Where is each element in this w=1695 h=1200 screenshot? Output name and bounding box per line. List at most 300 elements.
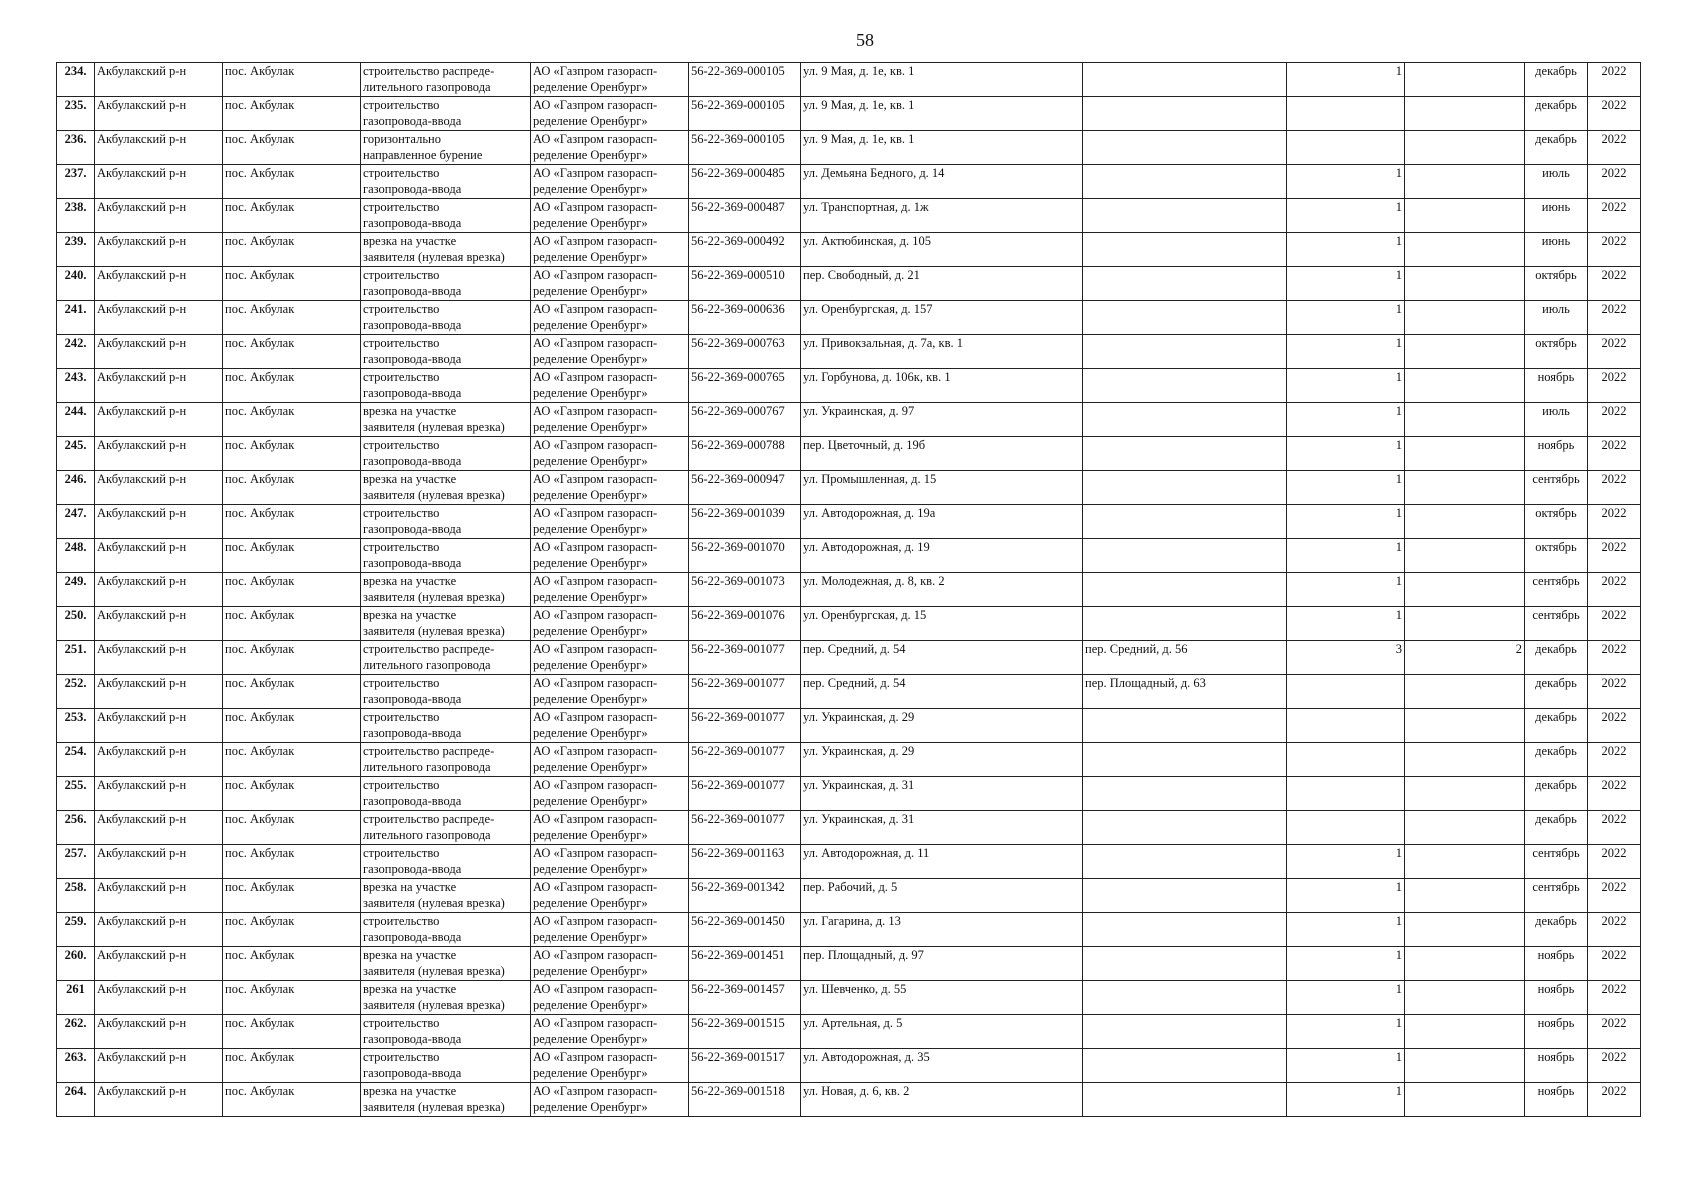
- organization-line: ределение Оренбург»: [533, 80, 648, 94]
- address-cell: пер. Цветочный, д. 19б: [801, 437, 1083, 471]
- year-cell: 2022: [1588, 1015, 1641, 1049]
- row-number: 241.: [57, 301, 95, 335]
- additional-address-cell: [1083, 301, 1287, 335]
- extra-count-cell: [1405, 777, 1525, 811]
- year-cell: 2022: [1588, 845, 1641, 879]
- organization-line: АО «Газпром газорасп-: [533, 234, 658, 248]
- table-body: [57, 63, 1641, 1117]
- organization-cell: [531, 403, 689, 437]
- district-cell: Акбулакский р-н: [95, 165, 223, 199]
- address-cell: ул. Автодорожная, д. 11: [801, 845, 1083, 879]
- address-cell: ул. Актюбинская, д. 105: [801, 233, 1083, 267]
- month-cell: декабрь: [1525, 675, 1588, 709]
- work-type-cell: [361, 1049, 531, 1083]
- row-number: 258.: [57, 879, 95, 913]
- organization-line: ределение Оренбург»: [533, 964, 648, 978]
- locality-cell: пос. Акбулак: [223, 709, 361, 743]
- object-code-cell: 56-22-369-001077: [689, 675, 801, 709]
- additional-address-cell: [1083, 573, 1287, 607]
- table-row: [57, 913, 1641, 947]
- locality-cell: пос. Акбулак: [223, 335, 361, 369]
- count-cell: 1: [1287, 403, 1405, 437]
- work-type-line: заявителя (нулевая врезка): [363, 488, 505, 502]
- organization-line: ределение Оренбург»: [533, 726, 648, 740]
- organization-cell: [531, 301, 689, 335]
- locality-cell: пос. Акбулак: [223, 811, 361, 845]
- extra-count-cell: [1405, 199, 1525, 233]
- district-cell: Акбулакский р-н: [95, 573, 223, 607]
- address-cell: ул. Оренбургская, д. 15: [801, 607, 1083, 641]
- works-table: [56, 62, 1641, 1117]
- district-cell: Акбулакский р-н: [95, 63, 223, 97]
- additional-address-cell: [1083, 811, 1287, 845]
- row-number: 243.: [57, 369, 95, 403]
- extra-count-cell: [1405, 335, 1525, 369]
- district-cell: Акбулакский р-н: [95, 1015, 223, 1049]
- work-type-line: направленное бурение: [363, 148, 483, 162]
- year-cell: 2022: [1588, 607, 1641, 641]
- additional-address-cell: [1083, 437, 1287, 471]
- district-cell: Акбулакский р-н: [95, 505, 223, 539]
- locality-cell: пос. Акбулак: [223, 301, 361, 335]
- table-row: [57, 301, 1641, 335]
- row-number: 252.: [57, 675, 95, 709]
- row-number: 261: [57, 981, 95, 1015]
- additional-address-cell: [1083, 63, 1287, 97]
- row-number: 244.: [57, 403, 95, 437]
- organization-line: АО «Газпром газорасп-: [533, 506, 658, 520]
- count-cell: 1: [1287, 879, 1405, 913]
- object-code-cell: 56-22-369-000487: [689, 199, 801, 233]
- locality-cell: пос. Акбулак: [223, 913, 361, 947]
- work-type-line: газопровода-ввода: [363, 182, 462, 196]
- organization-line: АО «Газпром газорасп-: [533, 540, 658, 554]
- work-type-line: газопровода-ввода: [363, 318, 462, 332]
- year-cell: 2022: [1588, 675, 1641, 709]
- organization-cell: [531, 165, 689, 199]
- locality-cell: пос. Акбулак: [223, 131, 361, 165]
- address-cell: ул. Молодежная, д. 8, кв. 2: [801, 573, 1083, 607]
- count-cell: 1: [1287, 947, 1405, 981]
- organization-line: ределение Оренбург»: [533, 182, 648, 196]
- organization-cell: [531, 709, 689, 743]
- district-cell: Акбулакский р-н: [95, 539, 223, 573]
- organization-line: АО «Газпром газорасп-: [533, 676, 658, 690]
- extra-count-cell: [1405, 743, 1525, 777]
- organization-line: ределение Оренбург»: [533, 862, 648, 876]
- organization-cell: [531, 97, 689, 131]
- organization-line: ределение Оренбург»: [533, 318, 648, 332]
- work-type-line: лительного газопровода: [363, 760, 491, 774]
- address-cell: ул. 9 Мая, д. 1е, кв. 1: [801, 97, 1083, 131]
- table-row: [57, 403, 1641, 437]
- year-cell: 2022: [1588, 403, 1641, 437]
- year-cell: 2022: [1588, 97, 1641, 131]
- month-cell: июнь: [1525, 199, 1588, 233]
- district-cell: Акбулакский р-н: [95, 845, 223, 879]
- additional-address-cell: пер. Площадный, д. 63: [1083, 675, 1287, 709]
- additional-address-cell: [1083, 471, 1287, 505]
- work-type-cell: [361, 811, 531, 845]
- count-cell: 1: [1287, 301, 1405, 335]
- object-code-cell: 56-22-369-000636: [689, 301, 801, 335]
- month-cell: ноябрь: [1525, 1015, 1588, 1049]
- locality-cell: пос. Акбулак: [223, 369, 361, 403]
- district-cell: Акбулакский р-н: [95, 233, 223, 267]
- work-type-line: строительство распреде-: [363, 642, 495, 656]
- work-type-cell: [361, 981, 531, 1015]
- organization-line: АО «Газпром газорасп-: [533, 370, 658, 384]
- count-cell: [1287, 709, 1405, 743]
- work-type-line: газопровода-ввода: [363, 114, 462, 128]
- work-type-cell: [361, 63, 531, 97]
- work-type-line: заявителя (нулевая врезка): [363, 420, 505, 434]
- year-cell: 2022: [1588, 437, 1641, 471]
- year-cell: 2022: [1588, 199, 1641, 233]
- additional-address-cell: [1083, 233, 1287, 267]
- month-cell: октябрь: [1525, 267, 1588, 301]
- count-cell: 3: [1287, 641, 1405, 675]
- table-row: [57, 573, 1641, 607]
- locality-cell: пос. Акбулак: [223, 981, 361, 1015]
- page-number: 58: [856, 30, 874, 50]
- locality-cell: пос. Акбулак: [223, 641, 361, 675]
- row-number: 260.: [57, 947, 95, 981]
- count-cell: 1: [1287, 369, 1405, 403]
- count-cell: [1287, 777, 1405, 811]
- work-type-line: газопровода-ввода: [363, 1066, 462, 1080]
- row-number: 262.: [57, 1015, 95, 1049]
- object-code-cell: 56-22-369-000485: [689, 165, 801, 199]
- district-cell: Акбулакский р-н: [95, 879, 223, 913]
- work-type-cell: [361, 301, 531, 335]
- row-number: 264.: [57, 1083, 95, 1117]
- district-cell: Акбулакский р-н: [95, 369, 223, 403]
- count-cell: [1287, 811, 1405, 845]
- extra-count-cell: [1405, 981, 1525, 1015]
- organization-line: ределение Оренбург»: [533, 760, 648, 774]
- address-cell: пер. Средний, д. 54: [801, 675, 1083, 709]
- row-number: 259.: [57, 913, 95, 947]
- work-type-line: газопровода-ввода: [363, 726, 462, 740]
- organization-cell: [531, 573, 689, 607]
- work-type-line: врезка на участке: [363, 948, 457, 962]
- work-type-line: врезка на участке: [363, 1084, 457, 1098]
- district-cell: Акбулакский р-н: [95, 301, 223, 335]
- locality-cell: пос. Акбулак: [223, 1083, 361, 1117]
- extra-count-cell: [1405, 1083, 1525, 1117]
- object-code-cell: 56-22-369-000105: [689, 97, 801, 131]
- extra-count-cell: [1405, 709, 1525, 743]
- extra-count-cell: [1405, 879, 1525, 913]
- organization-line: АО «Газпром газорасп-: [533, 98, 658, 112]
- work-type-line: строительство: [363, 710, 440, 724]
- organization-line: АО «Газпром газорасп-: [533, 880, 658, 894]
- object-code-cell: 56-22-369-000510: [689, 267, 801, 301]
- table-row: [57, 97, 1641, 131]
- additional-address-cell: [1083, 505, 1287, 539]
- count-cell: 1: [1287, 505, 1405, 539]
- table-row: [57, 233, 1641, 267]
- count-cell: 1: [1287, 63, 1405, 97]
- extra-count-cell: 2: [1405, 641, 1525, 675]
- additional-address-cell: [1083, 131, 1287, 165]
- object-code-cell: 56-22-369-000788: [689, 437, 801, 471]
- object-code-cell: 56-22-369-001342: [689, 879, 801, 913]
- district-cell: Акбулакский р-н: [95, 641, 223, 675]
- month-cell: ноябрь: [1525, 437, 1588, 471]
- work-type-cell: [361, 845, 531, 879]
- work-type-cell: [361, 199, 531, 233]
- district-cell: Акбулакский р-н: [95, 267, 223, 301]
- month-cell: сентябрь: [1525, 573, 1588, 607]
- count-cell: [1287, 743, 1405, 777]
- locality-cell: пос. Акбулак: [223, 233, 361, 267]
- locality-cell: пос. Акбулак: [223, 777, 361, 811]
- object-code-cell: 56-22-369-001451: [689, 947, 801, 981]
- locality-cell: пос. Акбулак: [223, 63, 361, 97]
- extra-count-cell: [1405, 165, 1525, 199]
- locality-cell: пос. Акбулак: [223, 437, 361, 471]
- organization-line: ределение Оренбург»: [533, 488, 648, 502]
- work-type-line: горизонтально: [363, 132, 441, 146]
- organization-line: АО «Газпром газорасп-: [533, 268, 658, 282]
- extra-count-cell: [1405, 505, 1525, 539]
- month-cell: ноябрь: [1525, 1049, 1588, 1083]
- work-type-line: газопровода-ввода: [363, 352, 462, 366]
- extra-count-cell: [1405, 267, 1525, 301]
- district-cell: Акбулакский р-н: [95, 947, 223, 981]
- work-type-line: строительство: [363, 778, 440, 792]
- work-type-line: строительство: [363, 166, 440, 180]
- address-cell: ул. Привокзальная, д. 7а, кв. 1: [801, 335, 1083, 369]
- work-type-line: строительство: [363, 336, 440, 350]
- organization-line: ределение Оренбург»: [533, 828, 648, 842]
- district-cell: Акбулакский р-н: [95, 607, 223, 641]
- count-cell: 1: [1287, 267, 1405, 301]
- address-cell: ул. Артельная, д. 5: [801, 1015, 1083, 1049]
- organization-cell: [531, 913, 689, 947]
- work-type-line: врезка на участке: [363, 574, 457, 588]
- object-code-cell: 56-22-369-000105: [689, 131, 801, 165]
- locality-cell: пос. Акбулак: [223, 539, 361, 573]
- work-type-line: газопровода-ввода: [363, 284, 462, 298]
- organization-cell: [531, 233, 689, 267]
- organization-line: АО «Газпром газорасп-: [533, 982, 658, 996]
- work-type-line: строительство распреде-: [363, 744, 495, 758]
- month-cell: декабрь: [1525, 709, 1588, 743]
- organization-line: ределение Оренбург»: [533, 590, 648, 604]
- locality-cell: пос. Акбулак: [223, 403, 361, 437]
- object-code-cell: 56-22-369-000492: [689, 233, 801, 267]
- address-cell: ул. Демьяна Бедного, д. 14: [801, 165, 1083, 199]
- organization-cell: [531, 1083, 689, 1117]
- month-cell: декабрь: [1525, 777, 1588, 811]
- work-type-cell: [361, 131, 531, 165]
- additional-address-cell: [1083, 369, 1287, 403]
- organization-line: ределение Оренбург»: [533, 454, 648, 468]
- object-code-cell: 56-22-369-000765: [689, 369, 801, 403]
- count-cell: [1287, 97, 1405, 131]
- table-row: [57, 607, 1641, 641]
- work-type-line: газопровода-ввода: [363, 556, 462, 570]
- organization-line: ределение Оренбург»: [533, 148, 648, 162]
- table-row: [57, 335, 1641, 369]
- table-row: [57, 267, 1641, 301]
- work-type-line: строительство: [363, 200, 440, 214]
- organization-cell: [531, 471, 689, 505]
- year-cell: 2022: [1588, 573, 1641, 607]
- address-cell: пер. Рабочий, д. 5: [801, 879, 1083, 913]
- organization-line: АО «Газпром газорасп-: [533, 64, 658, 78]
- row-number: 239.: [57, 233, 95, 267]
- object-code-cell: 56-22-369-000767: [689, 403, 801, 437]
- row-number: 235.: [57, 97, 95, 131]
- organization-line: ределение Оренбург»: [533, 420, 648, 434]
- object-code-cell: 56-22-369-001163: [689, 845, 801, 879]
- work-type-cell: [361, 913, 531, 947]
- organization-line: АО «Газпром газорасп-: [533, 1050, 658, 1064]
- count-cell: 1: [1287, 539, 1405, 573]
- organization-line: ределение Оренбург»: [533, 624, 648, 638]
- locality-cell: пос. Акбулак: [223, 879, 361, 913]
- work-type-line: строительство распреде-: [363, 64, 495, 78]
- district-cell: Акбулакский р-н: [95, 335, 223, 369]
- district-cell: Акбулакский р-н: [95, 913, 223, 947]
- address-cell: ул. Новая, д. 6, кв. 2: [801, 1083, 1083, 1117]
- count-cell: 1: [1287, 233, 1405, 267]
- work-type-cell: [361, 641, 531, 675]
- locality-cell: пос. Акбулак: [223, 505, 361, 539]
- locality-cell: пос. Акбулак: [223, 1015, 361, 1049]
- table-row: [57, 845, 1641, 879]
- organization-line: АО «Газпром газорасп-: [533, 812, 658, 826]
- object-code-cell: 56-22-369-001039: [689, 505, 801, 539]
- locality-cell: пос. Акбулак: [223, 845, 361, 879]
- table-row: [57, 505, 1641, 539]
- locality-cell: пос. Акбулак: [223, 97, 361, 131]
- work-type-cell: [361, 505, 531, 539]
- row-number: 253.: [57, 709, 95, 743]
- work-type-cell: [361, 97, 531, 131]
- extra-count-cell: [1405, 403, 1525, 437]
- additional-address-cell: [1083, 1083, 1287, 1117]
- organization-cell: [531, 335, 689, 369]
- table-row: [57, 471, 1641, 505]
- locality-cell: пос. Акбулак: [223, 1049, 361, 1083]
- count-cell: [1287, 675, 1405, 709]
- count-cell: 1: [1287, 607, 1405, 641]
- organization-line: АО «Газпром газорасп-: [533, 574, 658, 588]
- work-type-line: строительство: [363, 438, 440, 452]
- address-cell: пер. Средний, д. 54: [801, 641, 1083, 675]
- year-cell: 2022: [1588, 471, 1641, 505]
- district-cell: Акбулакский р-н: [95, 199, 223, 233]
- address-cell: пер. Свободный, д. 21: [801, 267, 1083, 301]
- table-row: [57, 131, 1641, 165]
- address-cell: ул. Автодорожная, д. 19а: [801, 505, 1083, 539]
- work-type-line: заявителя (нулевая врезка): [363, 1100, 505, 1114]
- additional-address-cell: [1083, 199, 1287, 233]
- row-number: 236.: [57, 131, 95, 165]
- object-code-cell: 56-22-369-001070: [689, 539, 801, 573]
- work-type-line: заявителя (нулевая врезка): [363, 896, 505, 910]
- row-number: 255.: [57, 777, 95, 811]
- organization-line: АО «Газпром газорасп-: [533, 472, 658, 486]
- organization-line: АО «Газпром газорасп-: [533, 710, 658, 724]
- extra-count-cell: [1405, 369, 1525, 403]
- organization-cell: [531, 437, 689, 471]
- object-code-cell: 56-22-369-001077: [689, 709, 801, 743]
- month-cell: октябрь: [1525, 539, 1588, 573]
- table-row: [57, 437, 1641, 471]
- organization-line: ределение Оренбург»: [533, 1066, 648, 1080]
- additional-address-cell: пер. Средний, д. 56: [1083, 641, 1287, 675]
- organization-line: АО «Газпром газорасп-: [533, 132, 658, 146]
- table-row: [57, 811, 1641, 845]
- month-cell: декабрь: [1525, 811, 1588, 845]
- month-cell: декабрь: [1525, 913, 1588, 947]
- work-type-line: газопровода-ввода: [363, 794, 462, 808]
- work-type-line: строительство: [363, 1050, 440, 1064]
- work-type-line: заявителя (нулевая врезка): [363, 998, 505, 1012]
- organization-line: АО «Газпром газорасп-: [533, 336, 658, 350]
- count-cell: 1: [1287, 165, 1405, 199]
- work-type-cell: [361, 879, 531, 913]
- month-cell: декабрь: [1525, 641, 1588, 675]
- locality-cell: пос. Акбулак: [223, 471, 361, 505]
- table-row: [57, 539, 1641, 573]
- additional-address-cell: [1083, 97, 1287, 131]
- organization-line: ределение Оренбург»: [533, 556, 648, 570]
- organization-line: ределение Оренбург»: [533, 284, 648, 298]
- organization-line: ределение Оренбург»: [533, 658, 648, 672]
- organization-line: АО «Газпром газорасп-: [533, 846, 658, 860]
- work-type-line: врезка на участке: [363, 880, 457, 894]
- address-cell: ул. Шевченко, д. 55: [801, 981, 1083, 1015]
- work-type-line: строительство: [363, 268, 440, 282]
- month-cell: октябрь: [1525, 505, 1588, 539]
- locality-cell: пос. Акбулак: [223, 199, 361, 233]
- organization-line: АО «Газпром газорасп-: [533, 744, 658, 758]
- organization-cell: [531, 879, 689, 913]
- additional-address-cell: [1083, 913, 1287, 947]
- row-number: 237.: [57, 165, 95, 199]
- locality-cell: пос. Акбулак: [223, 267, 361, 301]
- work-type-line: заявителя (нулевая врезка): [363, 624, 505, 638]
- additional-address-cell: [1083, 403, 1287, 437]
- additional-address-cell: [1083, 165, 1287, 199]
- table-row: [57, 981, 1641, 1015]
- district-cell: Акбулакский р-н: [95, 981, 223, 1015]
- organization-cell: [531, 1015, 689, 1049]
- organization-cell: [531, 743, 689, 777]
- work-type-line: газопровода-ввода: [363, 454, 462, 468]
- district-cell: Акбулакский р-н: [95, 471, 223, 505]
- object-code-cell: 56-22-369-001076: [689, 607, 801, 641]
- district-cell: Акбулакский р-н: [95, 743, 223, 777]
- work-type-cell: [361, 743, 531, 777]
- table-row: [57, 1049, 1641, 1083]
- work-type-cell: [361, 335, 531, 369]
- work-type-line: врезка на участке: [363, 234, 457, 248]
- organization-line: ределение Оренбург»: [533, 522, 648, 536]
- object-code-cell: 56-22-369-001518: [689, 1083, 801, 1117]
- extra-count-cell: [1405, 607, 1525, 641]
- organization-cell: [531, 539, 689, 573]
- extra-count-cell: [1405, 947, 1525, 981]
- organization-line: ределение Оренбург»: [533, 998, 648, 1012]
